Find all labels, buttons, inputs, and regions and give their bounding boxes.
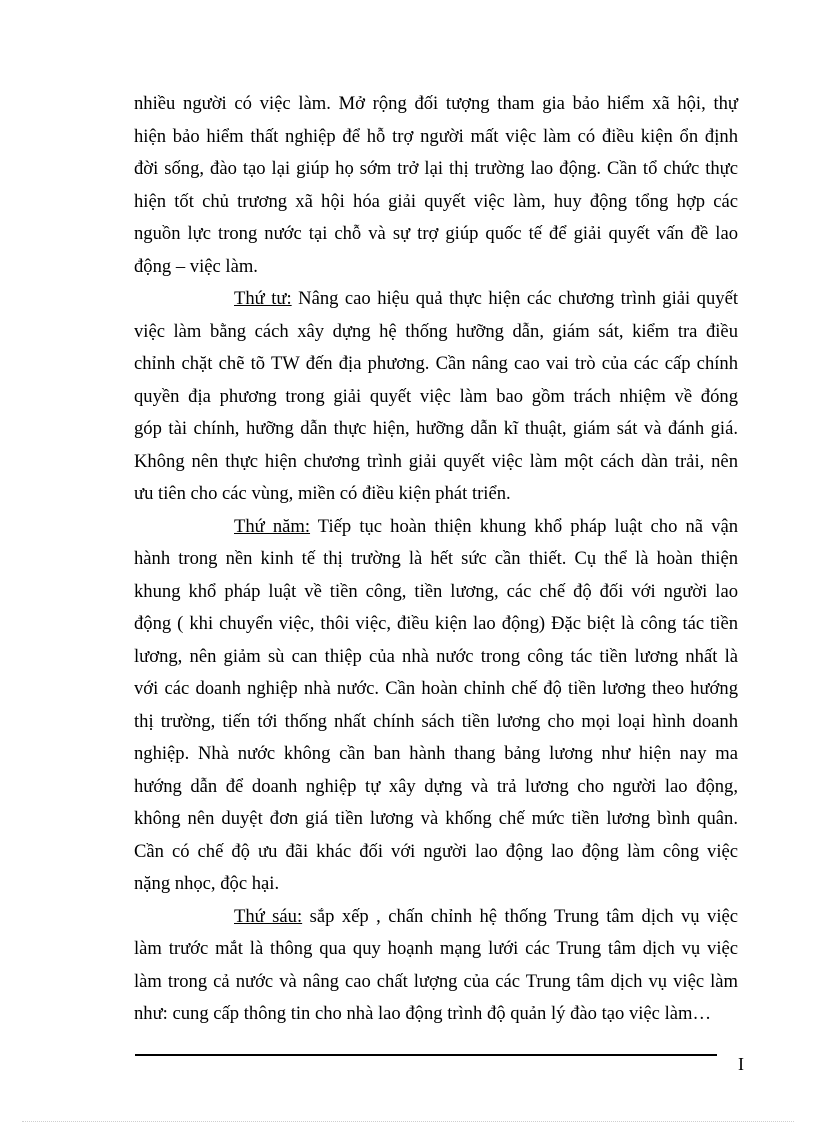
page-number: I [738,1054,744,1074]
paragraph-first-line [134,901,738,934]
page-edge-divider [22,1121,794,1122]
section-heading: Thứ năm: [234,515,311,537]
text-line: việc làm bằng cách xây dựng hệ thống hưỡng dẫn, giám sát, kiểm tra điều [134,320,738,342]
text-line: nghiệp. Nhà nước không cần ban hành thang bảng lương như hiện nay ma [134,743,738,764]
text-line: nhiều người có việc làm. Mở rộng đối tượng tham gia bảo hiểm xã hội, thự [134,93,738,114]
text-line: ưu tiên cho các vùng, miền có điều kiện phát triển. [134,483,511,504]
text-line: Cần có chế độ ưu đãi khác đối với người lao động lao động làm công việc [134,840,738,862]
text-line: quyền địa phương trong giải quyết việc làm bao gồm trách nhiệm về đóng [134,385,738,407]
text-line: làm trong cả nước và nâng cao chất lượng của các Trung tâm dịch vụ việc làm [134,970,738,992]
text-line: hướng dẫn để doanh nghiệp tự xây dựng và trả lương cho người lao động, [134,775,738,797]
text-line: hành trong nền kinh tế thị trường là hết sức cần thiết. Cụ thể là hoàn thiện [134,548,738,569]
text-line: đời sống, đào tạo lại giúp họ sớm trở lại thị trường lao động. Cần tổ chức thực [134,158,738,179]
document-body [134,88,738,1031]
text-line: lương, nên giảm sù can thiệp của nhà nước trong công tác tiền lương nhất là [134,645,738,667]
text-line: hiện bảo hiểm thất nghiệp để hỗ trợ người mất việc làm có điều kiện ổn định [134,125,738,147]
text-line: động ( khi chuyển việc, thôi việc, điều kiện lao động) Đặc biệt là công tác tiền [134,613,738,634]
paragraph-first-line [134,283,738,316]
text-line: như: cung cấp thông tin cho nhà lao động trình độ quản lý đào tạo việc làm… [134,1003,712,1024]
text-span: Tiếp tục hoàn thiện khung khổ pháp luật cho nã vận [310,515,738,537]
text-line: khung khổ pháp luật về tiền công, tiền lương, các chế độ đối với người lao [134,580,738,602]
text-line: làm trước mắt là thông qua quy hoạnh mạng lưới các Trung tâm dịch vụ việc [134,938,738,959]
section-heading: Thứ tư: [234,288,292,309]
paragraph-first-line [134,511,738,544]
text-span: sắp xếp , chấn chỉnh hệ thống Trung tâm dịch vụ việc [302,905,738,927]
text-line: nặng nhọc, độc hại. [134,873,280,894]
text-line: góp tài chính, hưỡng dẫn thực hiện, hưỡng dẫn kĩ thuật, giám sát và đánh giá. [134,418,738,439]
footer-divider [135,1054,717,1056]
text-span: Nâng cao hiệu quả thực hiện các chương trình giải quyết [291,288,738,309]
text-line: động – việc làm. [134,255,258,277]
section-heading: Thứ sáu: [234,905,303,927]
text-line: hiện tốt chủ trương xã hội hóa giải quyết việc làm, huy động tổng hợp các [134,190,738,212]
text-line: không nên duyệt đơn giá tiền lương và khống chế mức tiền lương bình quân. [134,808,738,829]
text-line: với các doanh nghiệp nhà nước. Cần hoàn chỉnh chế độ tiền lương theo hướng [134,678,738,699]
text-line: thị trường, tiến tới thống nhất chính sách tiền lương cho mọi loại hình doanh [134,710,738,732]
text-line: nguồn lực trong nước tại chỗ và sự trợ giúp quốc tế để giải quyết vấn đề lao [134,223,738,244]
text-line: Không nên thực hiện chương trình giải quyết việc làm một cách dàn trải, nên [134,450,738,472]
text-line: chỉnh chặt chẽ tõ TW đến địa phương. Cần nâng cao vai trò của các cấp chính [134,353,738,374]
